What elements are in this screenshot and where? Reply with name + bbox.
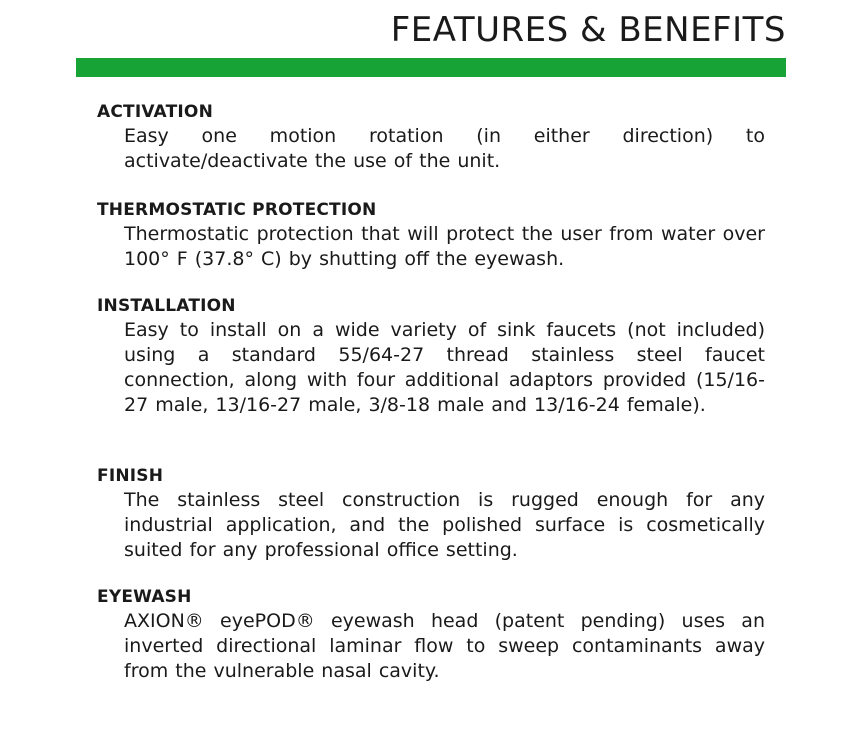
section-activation — [97, 100, 765, 198]
header-divider-bar — [76, 58, 786, 77]
section-installation — [97, 294, 765, 464]
features-list — [97, 100, 765, 684]
section-heading: EYEWASH — [97, 587, 192, 607]
section-finish — [97, 464, 765, 585]
section-body: The stainless steel construction is rugged enough for any industrial application, and the polished surface is cosmetically suited for any professional office setting. — [124, 489, 765, 561]
section-eyewash — [97, 585, 765, 684]
section-heading: ACTIVATION — [97, 102, 213, 122]
section-body: Thermostatic protection that will protect the user from water over 100° F (37.8° C) by shutting off the eyewash. — [124, 223, 765, 270]
section-body: Easy to install on a wide variety of sink faucets (not included) using a standard 55/64-27 thread stainless steel faucet connection, along with four additional adaptors provided (15/16-27 male, 13/16-27 male, 3/8-18 male and 13/16-24 female). — [124, 319, 765, 416]
section-heading: INSTALLATION — [97, 296, 236, 316]
section-heading: FINISH — [97, 466, 164, 486]
section-thermostatic-protection — [97, 198, 765, 294]
section-body: AXION® eyePOD® eyewash head (patent pending) uses an inverted directional laminar flow to sweep contaminants away from the vulnerable nasal cavity. — [124, 610, 765, 682]
section-heading: THERMOSTATIC PROTECTION — [97, 200, 377, 220]
section-body: Easy one motion rotation (in either direction) to activate/deactivate the use of the unit. — [124, 125, 765, 172]
page-title: FEATURES & BENEFITS — [390, 10, 786, 50]
